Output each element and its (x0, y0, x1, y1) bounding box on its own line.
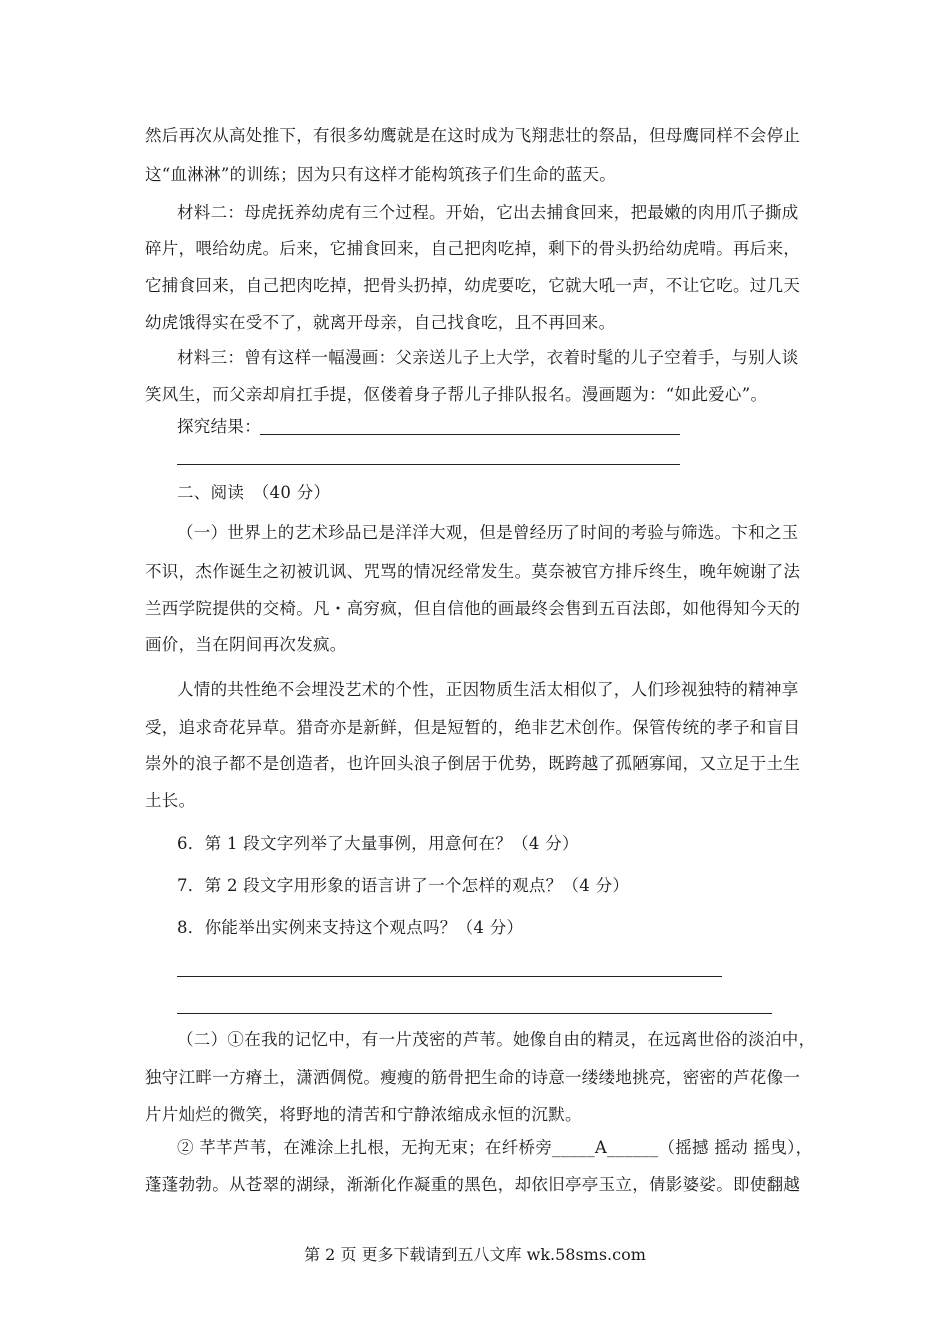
text-line: 这“血淋淋”的训练；因为只有这样才能构筑孩子们生命的蓝天。 (145, 165, 617, 184)
text-line: 它捕食回来，自己把肉吃掉，把骨头扔掉，幼虎要吃，它就大吼一声，不让它吃。过几天 (145, 276, 801, 295)
text-line: 片片灿烂的微笑，将野地的清苦和宁静浓缩成永恒的沉默。 (145, 1105, 582, 1124)
text-line: 笑风生，而父亲却肩扛手提，伛偻着身子帮儿子排队报名。漫画题为：“如此爱心”。 (145, 385, 768, 404)
answer-line (177, 1013, 772, 1014)
question-6: 6．第 1 段文字列举了大量事例，用意何在？（4 分） (177, 834, 579, 853)
text-line: （一）世界上的艺术珍品已是洋洋大观，但是曾经历了时间的考验与筛选。卞和之玉 (177, 523, 799, 542)
text-line: 材料二：母虎抚养幼虎有三个过程。开始，它出去捕食回来，把最嫩的肉用爪子撕成 (177, 203, 799, 222)
text-line: 受，追求奇花异草。猎奇亦是新鲜，但是短暂的，绝非艺术创作。保管传统的孝子和盲目 (145, 718, 801, 737)
text-line: 崇外的浪子都不是创造者，也许回头浪子倒居于优势，既跨越了孤陋寡闻，又立足于土生 (145, 754, 801, 773)
section-heading: 二、阅读 （40 分） (177, 483, 331, 502)
text-line: 不识，杰作诞生之初被讥讽、咒骂的情况经常发生。莫奈被官方排斥终生，晚年婉谢了法 (145, 562, 801, 581)
text-line: 兰西学院提供的交椅。凡・高穷疯，但自信他的画最终会售到五百法郎，如他得知今天的 (145, 599, 801, 618)
answer-line (177, 464, 680, 465)
question-8: 8．你能举出实例来支持这个观点吗？（4 分） (177, 918, 524, 937)
text-line: 材料三：曾有这样一幅漫画：父亲送儿子上大学，衣着时髦的儿子空着手，与别人谈 (177, 348, 799, 367)
text-line: 碎片，喂给幼虎。后来，它捕食回来，自己把肉吃掉，剩下的骨头扔给幼虎啃。再后来， (145, 239, 801, 258)
text-line: 蓬蓬勃勃。从苍翠的湖绿，渐渐化作凝重的黑色，却依旧亭亭玉立，倩影婆娑。即使翻越 (145, 1175, 801, 1194)
text-line: ② 芊芊芦苇，在滩涂上扎根，无拘无束；在纤桥旁_____A______（摇撼 摇动 摇曳）， (177, 1138, 813, 1157)
answer-label: 探究结果： (177, 417, 261, 436)
text-line: （二）①在我的记忆中，有一片茂密的芦苇。她像自由的精灵，在远离世俗的淡泊中， (177, 1030, 816, 1049)
page-footer: 第 2 页 更多下载请到五八文库 wk.58sms.com (304, 1245, 646, 1264)
answer-line (177, 976, 722, 977)
answer-line (260, 434, 680, 435)
text-line: 独守江畔一方瘠土，潇洒倜傥。瘦瘦的筋骨把生命的诗意一缕缕地挑亮，密密的芦花像一 (145, 1068, 801, 1087)
text-line: 然后再次从高处推下，有很多幼鹰就是在这时成为飞翔悲壮的祭品，但母鹰同样不会停止 (145, 126, 801, 145)
question-7: 7．第 2 段文字用形象的语言讲了一个怎样的观点？（4 分） (177, 876, 630, 895)
text-line: 土长。 (145, 791, 196, 810)
text-line: 人情的共性绝不会埋没艺术的个性，正因物质生活太相似了，人们珍视独特的精神享 (177, 680, 799, 699)
text-line: 幼虎饿得实在受不了，就离开母亲，自己找食吃，且不再回来。 (145, 313, 616, 332)
text-line: 画价，当在阴间再次发疯。 (145, 635, 347, 654)
